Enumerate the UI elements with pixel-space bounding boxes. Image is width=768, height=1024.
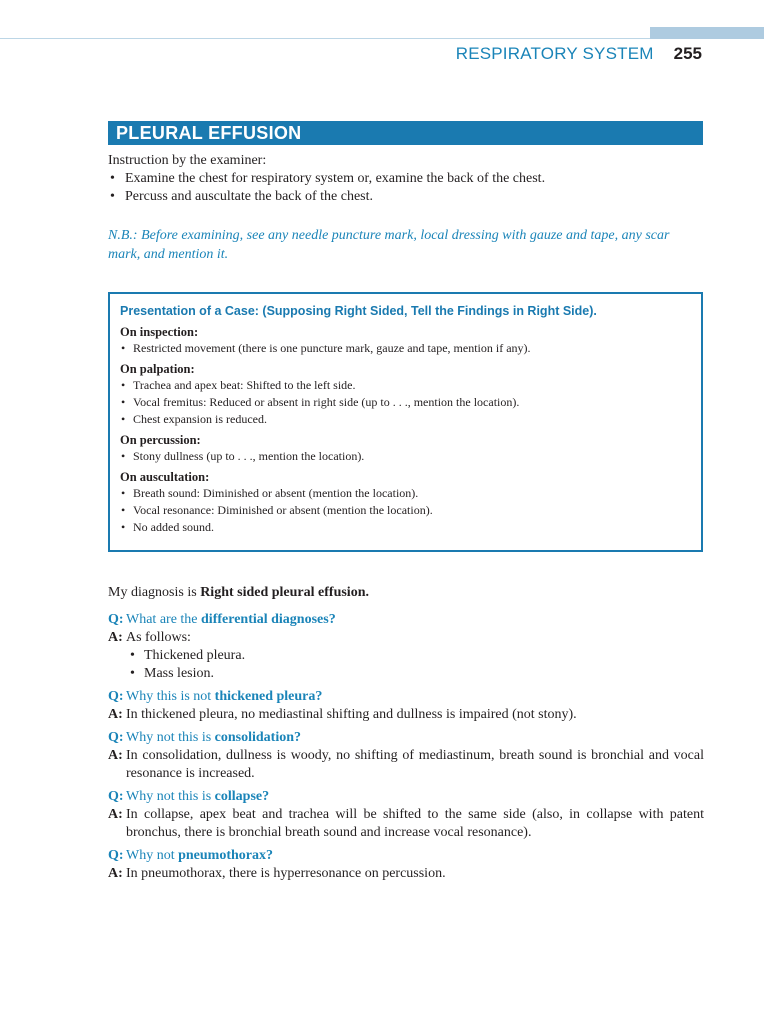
- nb-label: N.B.:: [108, 228, 138, 243]
- a-tag: A:: [108, 866, 123, 881]
- answer: [108, 747, 704, 783]
- qa-item: [108, 788, 704, 842]
- q-tag: Q:: [108, 612, 124, 627]
- instruction-intro: Instruction by the examiner:: [108, 153, 267, 168]
- list-item: • No added sound.: [120, 519, 691, 536]
- nb-note: [108, 226, 704, 264]
- corner-tab: [650, 27, 764, 39]
- q-tag: Q:: [108, 848, 124, 863]
- answer-text: In collapse, apex beat and trachea will be shifted to the same side (also, in collapse with patent bronchus, there is bronchial breath sound and increase vocal resonance).: [126, 807, 704, 840]
- question-prefix: Why not: [126, 848, 175, 863]
- list-item: • Thickened pleura.: [126, 647, 704, 665]
- case-title: Presentation of a Case: (Supposing Right Sided, Tell the Findings in Right Side).: [120, 304, 597, 318]
- q-tag: Q:: [108, 789, 124, 804]
- question-key: pneumothorax?: [178, 848, 274, 863]
- case-list-percussion: [120, 448, 691, 465]
- page-number: 255: [673, 44, 702, 63]
- diagnosis-value: Right sided pleural effusion.: [200, 585, 369, 600]
- list-item: • Vocal fremitus: Reduced or absent in right side (up to . . ., mention the location).: [120, 394, 691, 411]
- a-tag: A:: [108, 630, 123, 645]
- running-header: [456, 44, 702, 64]
- question-prefix: Why this is not: [126, 689, 212, 704]
- answer: [108, 629, 704, 647]
- case-list-auscultation: [120, 485, 691, 536]
- answer-text: In consolidation, dullness is woody, no shifting of mediastinum, breath sound is bronchial and vocal resonance is increased.: [126, 748, 704, 781]
- question-key: thickened pleura?: [214, 689, 323, 704]
- a-tag: A:: [108, 707, 123, 722]
- question-prefix: What are the: [126, 612, 198, 627]
- answer: [108, 706, 704, 724]
- qa-item: [108, 847, 704, 883]
- answer-text: In thickened pleura, no mediastinal shifting and dullness is impaired (not stony).: [126, 707, 577, 722]
- diagnosis-prefix: My diagnosis is: [108, 585, 197, 600]
- a-tag: A:: [108, 748, 123, 763]
- list-item: • Percuss and auscultate the back of the chest.: [108, 188, 704, 206]
- nb-text: Before examining, see any needle puncture mark, local dressing with gauze and tape, any scar mark, and mention it.: [108, 228, 670, 262]
- list-item: • Chest expansion is reduced.: [120, 411, 691, 428]
- question: [108, 611, 704, 629]
- qa-item: [108, 611, 704, 683]
- question-key: consolidation?: [214, 730, 302, 745]
- question: [108, 729, 704, 747]
- question-key: collapse?: [214, 789, 270, 804]
- a-tag: A:: [108, 807, 123, 822]
- list-item: • Stony dullness (up to . . ., mention the location).: [120, 448, 691, 465]
- question: [108, 847, 704, 865]
- case-list-palpation: [120, 377, 691, 428]
- qa-item: [108, 729, 704, 783]
- question: [108, 788, 704, 806]
- question-key: differential diagnoses?: [201, 612, 336, 627]
- qa-section: [108, 611, 704, 888]
- list-item: • Restricted movement (there is one puncture mark, gauze and tape, mention if any).: [120, 340, 691, 357]
- answer: [108, 806, 704, 842]
- list-item: • Mass lesion.: [126, 665, 704, 683]
- question-prefix: Why not this is: [126, 789, 212, 804]
- question: [108, 688, 704, 706]
- case-heading-inspection: On inspection:: [120, 325, 199, 339]
- q-tag: Q:: [108, 689, 124, 704]
- q-tag: Q:: [108, 730, 124, 745]
- list-item: • Examine the chest for respiratory system or, examine the back of the chest.: [108, 170, 704, 188]
- answer-text: In pneumothorax, there is hyperresonance on percussion.: [126, 866, 446, 881]
- answer-text: As follows:: [126, 630, 191, 645]
- instruction-list: [108, 170, 704, 206]
- case-presentation-box: [108, 292, 703, 552]
- case-heading-palpation: On palpation:: [120, 362, 195, 376]
- section-name: RESPIRATORY SYSTEM: [455, 44, 654, 63]
- qa-item: [108, 688, 704, 724]
- list-item: • Breath sound: Diminished or absent (mention the location).: [120, 485, 691, 502]
- case-heading-percussion: On percussion:: [120, 433, 201, 447]
- answer: [108, 865, 704, 883]
- case-list-inspection: [120, 340, 691, 357]
- list-item: • Trachea and apex beat: Shifted to the left side.: [120, 377, 691, 394]
- page-title: PLEURAL EFFUSION: [108, 121, 703, 145]
- list-item: • Vocal resonance: Diminished or absent (mention the location).: [120, 502, 691, 519]
- answer-list: [126, 647, 704, 683]
- instruction-block: [108, 152, 704, 206]
- question-prefix: Why not this is: [126, 730, 212, 745]
- case-heading-auscultation: On auscultation:: [120, 470, 210, 484]
- diagnosis-line: [108, 584, 369, 602]
- header-rule: [0, 38, 650, 39]
